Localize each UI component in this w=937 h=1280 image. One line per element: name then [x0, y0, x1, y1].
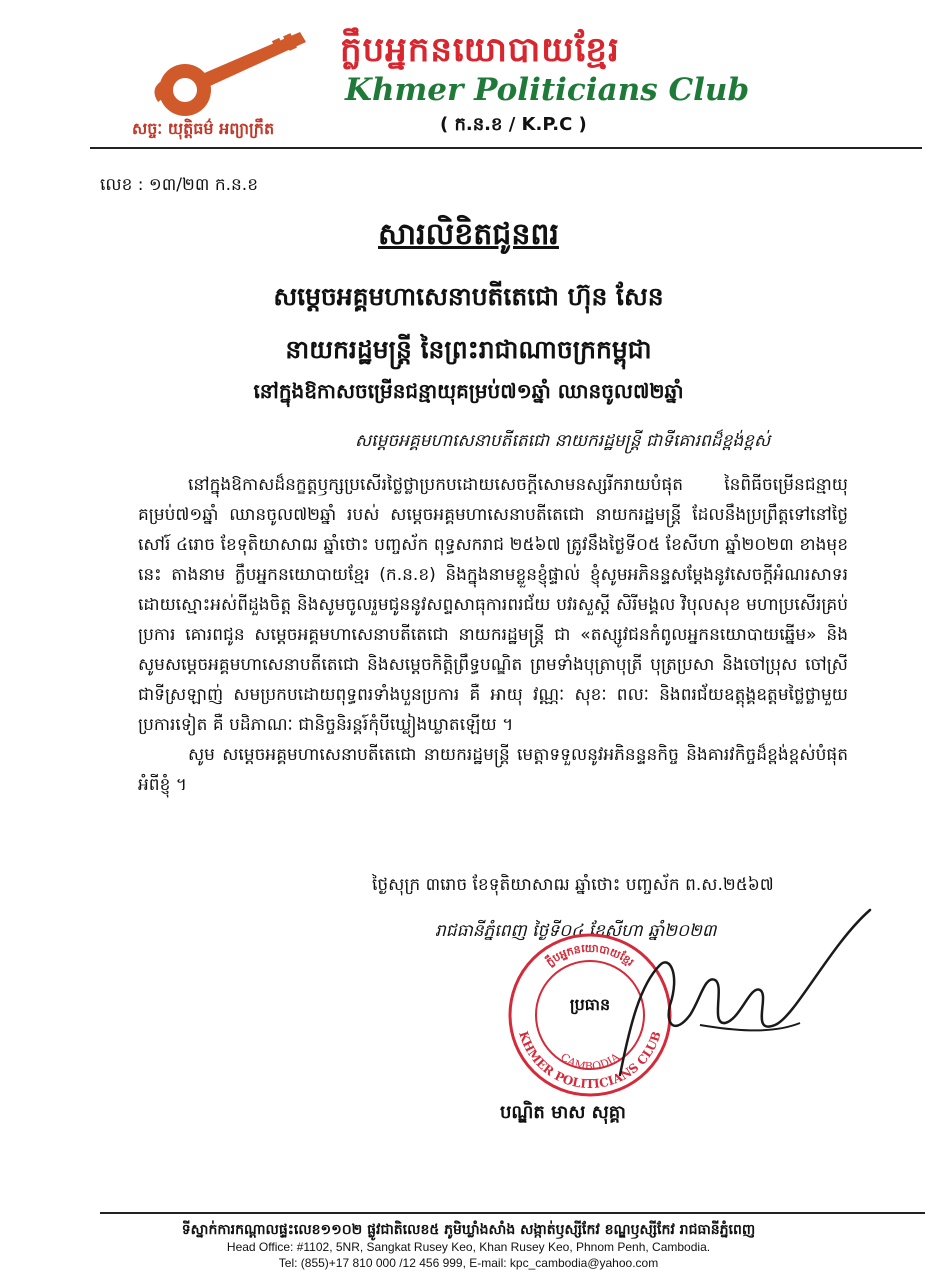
seal-role: ប្រធាន [569, 995, 611, 1014]
footer-divider [100, 1212, 925, 1214]
org-name-khmer: ក្លឹបអ្នកនយោបាយខ្មែរ [340, 30, 620, 70]
footer-address-english: Head Office: #1102, 5NR, Sangkat Rusey Keo, Khan Rusey Keo, Phnom Penh, Cambodia. [226, 1240, 711, 1254]
recipient-line-1: សម្តេចអគ្គមហាសេនាបតីតេជោ ហ៊ុន សែន [273, 282, 664, 311]
footer-address-khmer: ទីស្នាក់ការកណ្តាលផ្ទះលេខ១១០២ ផ្លូវជាតិលេខ៥ ភូមិឃ្លាំងសាំង សង្កាត់ឫស្សីកែវ ខណ្ឌឫស្សីកែវ រាជធានីភ្នំពេញ [181, 1222, 756, 1238]
place-date: រាជធានីភ្នំពេញ ថ្ងៃទី០៤ ខែសីហា ឆ្នាំ២០២៣ [435, 921, 717, 941]
letter-title: សារលិខិតជូនពរ [378, 217, 559, 252]
body-paragraph-2: សូម សម្តេចអគ្គមហាសេនាបតីតេជោ នាយករដ្ឋមន្ត្រី មេត្តាទទួលនូវអភិនន្ទនកិច្ច និងគារវកិច្ចដ៏ខ្ពង់ខ្ពស់បំផុតអំពីខ្ញុំ ។ [138, 745, 848, 795]
recipient-line-2: នាយករដ្ឋមន្ត្រី នៃព្រះរាជាណាចក្រកម្ពុជា [285, 335, 652, 364]
signature [600, 905, 880, 1085]
seal-text-khmer: ក្លឹបអ្នកនយោបាយខ្មែរ [543, 941, 637, 969]
body-paragraph-1: នៅក្នុងឱកាសដ៏នក្ខត្តឫក្សប្រសើរថ្លៃថ្លាប្រកបដោយសេចក្តីសោមនស្សរីករាយបំផុត នៃពិធីចម្រើនជន្មាយុគម្រប់៧១ឆ្នាំ ឈានចូល៧២ឆ្នាំ របស់ សម្តេចអគ្គមហាសេនាបតីតេជោ នាយករដ្ឋមន្ត្រី ដែលនឹងប្រព្រឹត្តទៅនៅថ្ងៃសៅរ៍ ៤រោច ខែទុតិយាសាឍ ឆ្នាំថោះ បញ្ចស័ក ពុទ្ធសករាជ ២៥៦៧ ត្រូវនឹងថ្ងៃទី០៥ ខែសីហា ឆ្នាំ២០២៣ ខាងមុខនេះ តាងនាម ក្លឹបអ្នកនយោបាយខ្មែរ (ក.ន.ខ) និងក្នុងនាមខ្លួនខ្ញុំផ្ទាល់ ខ្ញុំសូមអភិនន្ទសម្តែងនូវសេចក្តីអំណរសាទរដោយស្មោះអស់ពីដួងចិត្ត និងសូមចូលរួមជូននូវសព្ទសាធុការពរជ័យ បវរសួស្តី សិរីមង្គល វិបុលសុខ មហាប្រសើរគ្រប់ប្រការ គោរពជូន សម្តេចអគ្គមហាសេនាបតីតេជោ នាយករដ្ឋមន្ត្រី ជា «តស្សូវជនកំពូលអ្នកនយោបាយឆ្នើម» និងសូមសម្តេចអគ្គមហាសេនាបតីតេជោ និងសម្តេចកិត្តិព្រឹទ្ធបណ្ឌិត ព្រមទាំងបុត្រាបុត្រី បុត្រប្រសា និងចៅប្រុស ចៅស្រី ជាទីស្រឡាញ់ សមប្រកបដោយពុទ្ធពរទាំងបួនប្រការ គឺ អាយុ វណ្ណៈ សុខៈ ពលៈ និងពរជ័យឧត្តុង្គឧត្តមថ្លៃថ្លាមួយប្រការទៀត គឺ បដិភាណៈ ជានិច្ចនិរន្តរ៍កុំបីឃ្លៀងឃ្លាតឡើយ ។ [138, 475, 848, 735]
signer-name: បណ្ឌិត មាស សុគ្គា [500, 1102, 626, 1123]
org-motto: សច្ចៈ យុត្តិធម៌ អព្យាក្រឹត [132, 119, 275, 138]
key-icon [140, 22, 320, 122]
seal-text-inner: CAMBODIA [557, 1050, 623, 1074]
org-abbreviation: ( ក.ន.ខ / K.P.C ) [440, 114, 587, 135]
salutation: សម្តេចអគ្គមហាសេនាបតីតេជោ នាយករដ្ឋមន្ត្រី ជាទីគោរពដ៏ខ្ពង់ខ្ពស់ [355, 431, 771, 451]
footer-contact: Tel: (855)+17 810 000 /12 456 999, E-mail: kpc_cambodia@yahoo.com [278, 1256, 659, 1270]
seal-text-outer: KHMER POLITICIANS CLUB [516, 1029, 664, 1092]
recipient-line-3: នៅក្នុងឱកាសចម្រើនជន្មាយុគម្រប់៧១ឆ្នាំ ឈានចូល៧២ឆ្នាំ [253, 379, 684, 403]
lunar-date: ថ្ងៃសុក្រ ៣រោច ខែទុតិយាសាឍ ឆ្នាំថោះ បញ្ចស័ក ព.ស.២៥៦៧ [372, 875, 774, 895]
letter-body [138, 470, 848, 800]
header-divider [90, 147, 922, 149]
org-name-english: Khmer Politicians Club [345, 72, 750, 108]
reference-number: លេខ : ១៣/២៣ ក.ន.ខ [100, 175, 259, 195]
